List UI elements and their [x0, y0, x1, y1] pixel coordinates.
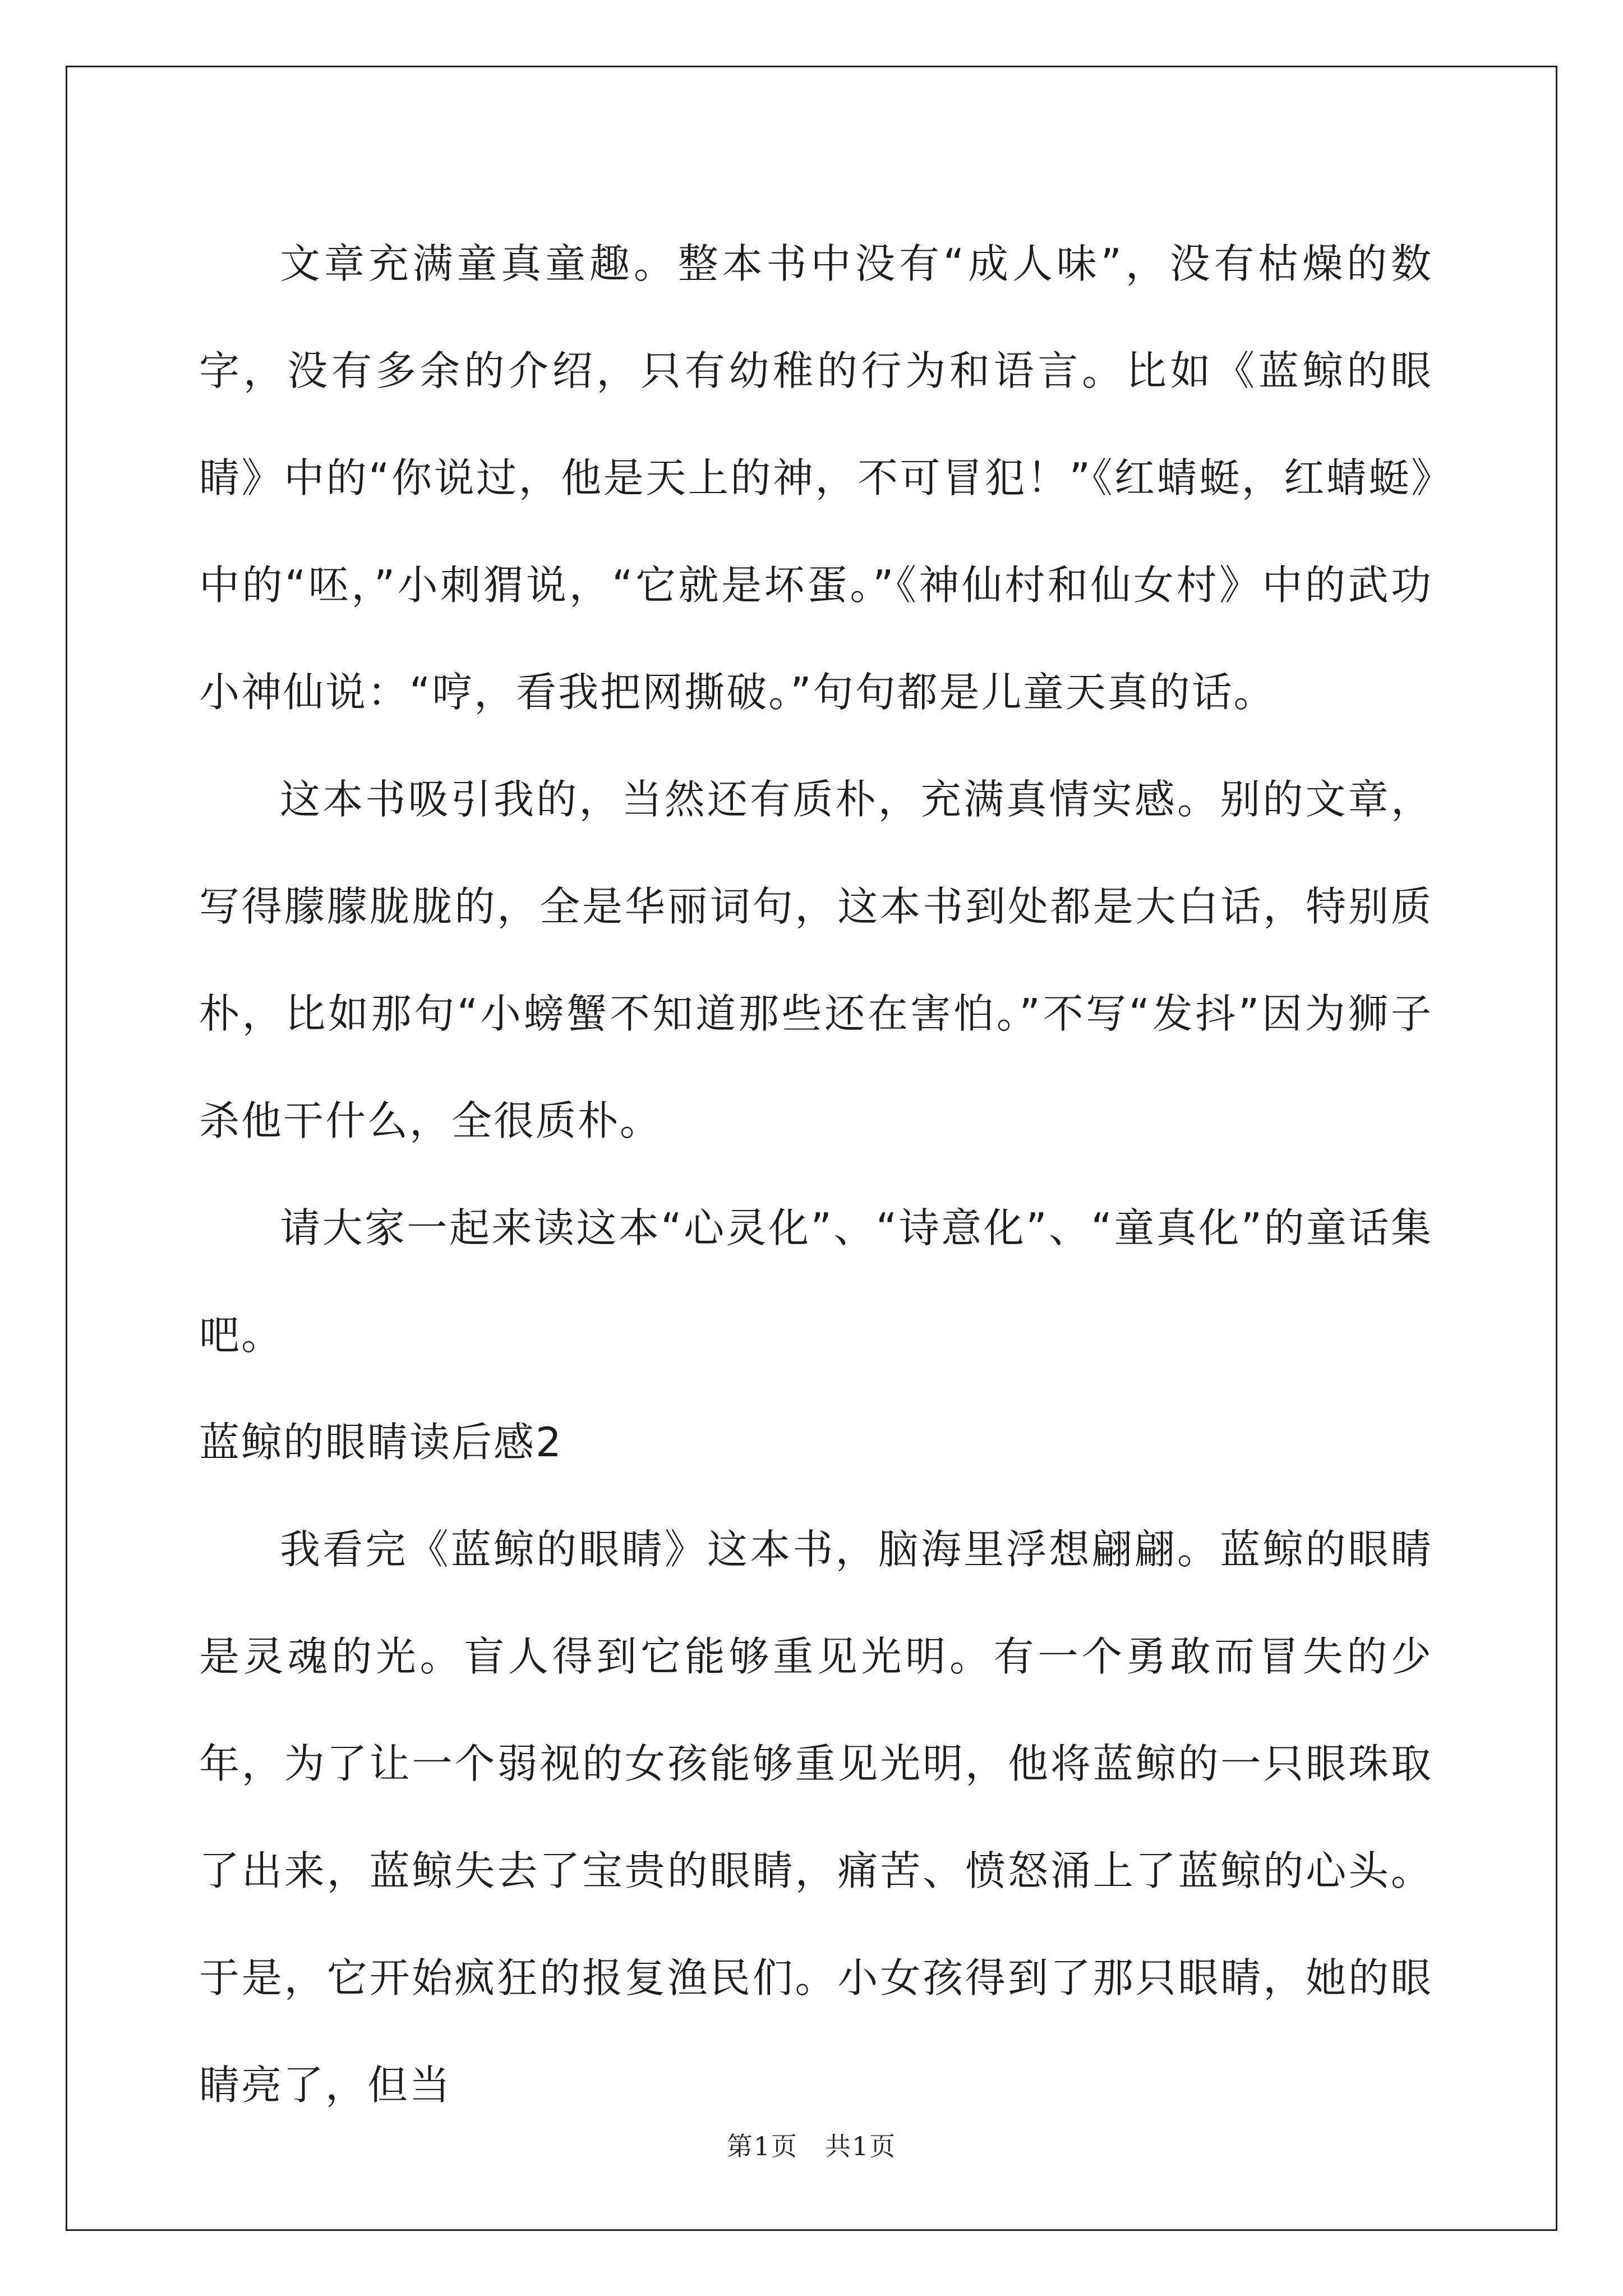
paragraph-invitation: 请大家一起来读这本“心灵化”、“诗意化”、“童真化”的童话集吧。 — [199, 1204, 1433, 1359]
paragraph-childlike-innocence: 文章充满童真童趣。整本书中没有“成人味”，没有枯燥的数字，没有多余的介绍，只有幼稚的行为和语言。比如《蓝鲸的眼睛》中的“你说过，他是天上的神，不可冒犯！”《红蜻蜓，红蜻蜓》中的“呸，”小刺猬说，“它就是坏蛋。”《神仙村和仙女村》中的武功小神仙说：“哼，看我把网撕破。”句句都是儿童天真的话。 — [199, 240, 1433, 716]
paragraph-reflection: 我看完《蓝鲸的眼睛》这本书，脑海里浮想翩翩。蓝鲸的眼睛是灵魂的光。盲人得到它能够重见光明。有一个勇敢而冒失的少年，为了让一个弱视的女孩能够重见光明，他将蓝鲸的一只眼珠取了出来，蓝鲸失去了宝贵的眼睛，痛苦、愤怒涌上了蓝鲸的心头。于是，它开始疯狂的报复渔民们。小女孩得到了那只眼睛，她的眼睛亮了，但当 — [199, 1526, 1433, 2109]
section-heading: 蓝鲸的眼睛读后感2 — [199, 1419, 563, 1466]
paragraph-simplicity: 这本书吸引我的，当然还有质朴，充满真情实感。别的文章，写得朦朦胧胧的，全是华丽词句，这本书到处都是大白话，特别质朴，比如那句“小螃蟹不知道那些还在害怕。”不写“发抖”因为狮子杀他干什么，全很质朴。 — [199, 776, 1433, 1144]
document-body — [199, 210, 1433, 2139]
page-number-footer: 第1页 共1页 — [726, 2131, 897, 2161]
